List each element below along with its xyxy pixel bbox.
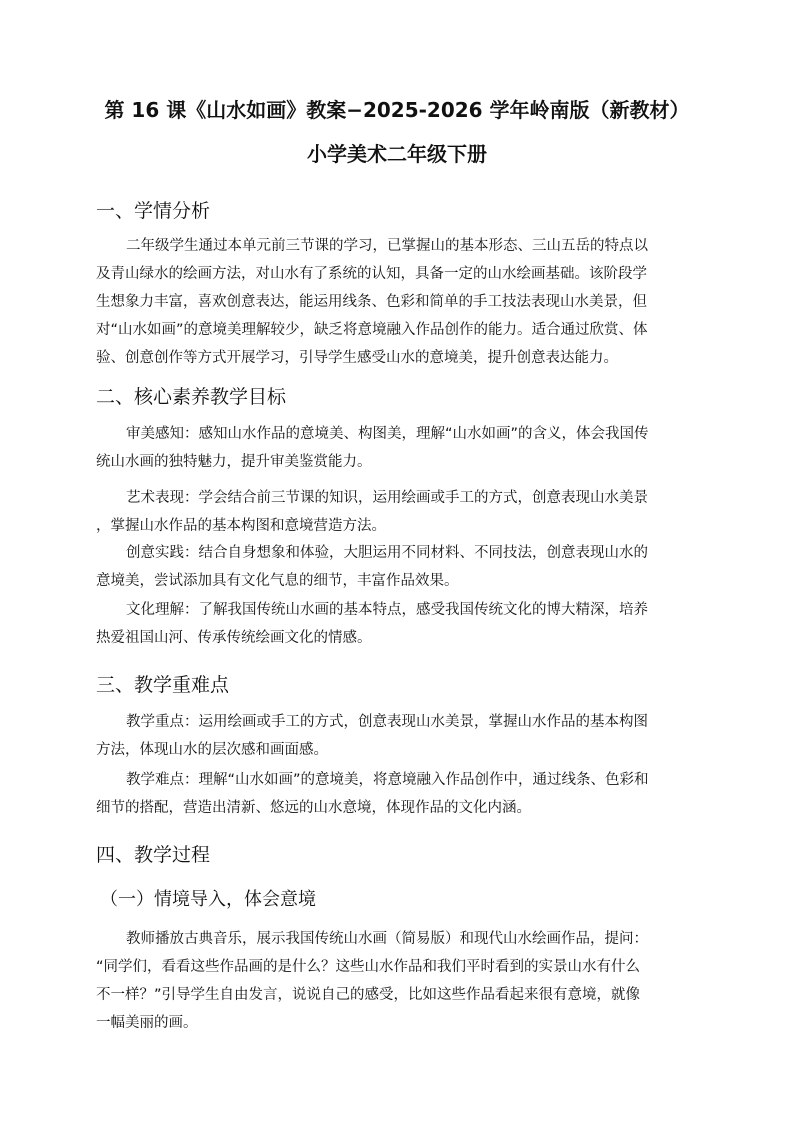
text-line: ，掌握山水作品的基本构图和意境营造方法。 — [96, 518, 386, 534]
document-title: 第 16 课《山水如画》教案−2025-2026 学年岭南版（新教材） — [104, 98, 690, 122]
section-heading-core-goals: 二、核心素养教学目标 — [96, 386, 287, 408]
goal-aesthetic-paragraph — [96, 420, 700, 476]
text-line: 一幅美丽的画。 — [96, 1015, 198, 1031]
goal-artistic-paragraph — [96, 484, 700, 540]
goal-creative-paragraph — [96, 539, 700, 595]
text-line: 创意实践：结合自身想象和体验，大胆运用不同材料、不同技法，创意表现山水的 — [126, 545, 648, 561]
subsection-heading-situation-intro: （一）情境导入，体会意境 — [100, 889, 316, 910]
text-line: 教师播放古典音乐，展示我国传统山水画（简易版）和现代山水绘画作品，提问： — [126, 931, 648, 947]
document-subtitle: 小学美术二年级下册 — [307, 142, 487, 166]
learning-analysis-paragraph — [96, 232, 700, 372]
text-line: 审美感知：感知山水作品的意境美、构图美，理解“山水如画”的含义，体会我国传 — [126, 426, 649, 442]
section-heading-learning-analysis: 一、学情分析 — [96, 200, 211, 222]
text-line: 艺术表现：学会结合前三节课的知识，运用绘画或手工的方式，创意表现山水美景 — [126, 490, 648, 506]
text-line: 统山水画的独特魅力，提升审美鉴赏能力。 — [96, 454, 372, 470]
goal-cultural-paragraph — [96, 596, 700, 652]
text-line: 生想象力丰富，喜欢创意表达，能运用线条、色彩和简单的手工技法表现山水美景，但 — [96, 294, 647, 310]
text-line: 教学难点：理解“山水如画”的意境美，将意境融入作品创作中，通过线条、色彩和 — [126, 772, 649, 788]
text-line: 二年级学生通过本单元前三节课的学习，已掌握山的基本形态、三山五岳的特点以 — [126, 238, 648, 254]
difficult-point-paragraph — [96, 766, 700, 822]
text-line: 热爱祖国山河、传承传统绘画文化的情感。 — [96, 630, 372, 646]
text-line: 教学重点：运用绘画或手工的方式，创意表现山水美景，掌握山水作品的基本构图 — [126, 714, 648, 730]
text-line: 方法，体现山水的层次感和画面感。 — [96, 742, 328, 758]
section-heading-key-points: 三、教学重难点 — [96, 674, 230, 696]
text-line: 不一样？”引导学生自由发言，说说自己的感受，比如这些作品看起来很有意境，就像 — [96, 987, 641, 1003]
text-line: 意境美，尝试添加具有文化气息的细节，丰富作品效果。 — [96, 573, 459, 589]
text-line: 验、创意创作等方式开展学习，引导学生感受山水的意境美，提升创意表达能力。 — [96, 350, 618, 366]
text-line: “同学们，看看这些作品画的是什么？这些山水作品和我们平时看到的实景山水有什么 — [96, 959, 641, 975]
text-line: 及青山绿水的绘画方法，对山水有了系统的认知，具备一定的山水绘画基础。该阶段学 — [96, 266, 647, 282]
section-heading-teaching-process: 四、教学过程 — [96, 844, 211, 866]
text-line: 细节的搭配，营造出清新、悠远的山水意境，体现作品的文化内涵。 — [96, 800, 531, 816]
text-line: 文化理解：了解我国传统山水画的基本特点，感受我国传统文化的博大精深，培养 — [126, 602, 648, 618]
situation-intro-paragraph — [96, 925, 700, 1037]
text-line: 对“山水如画”的意境美理解较少，缺乏将意境融入作品创作的能力。适合通过欣赏、体 — [96, 322, 648, 338]
key-point-paragraph — [96, 708, 700, 764]
